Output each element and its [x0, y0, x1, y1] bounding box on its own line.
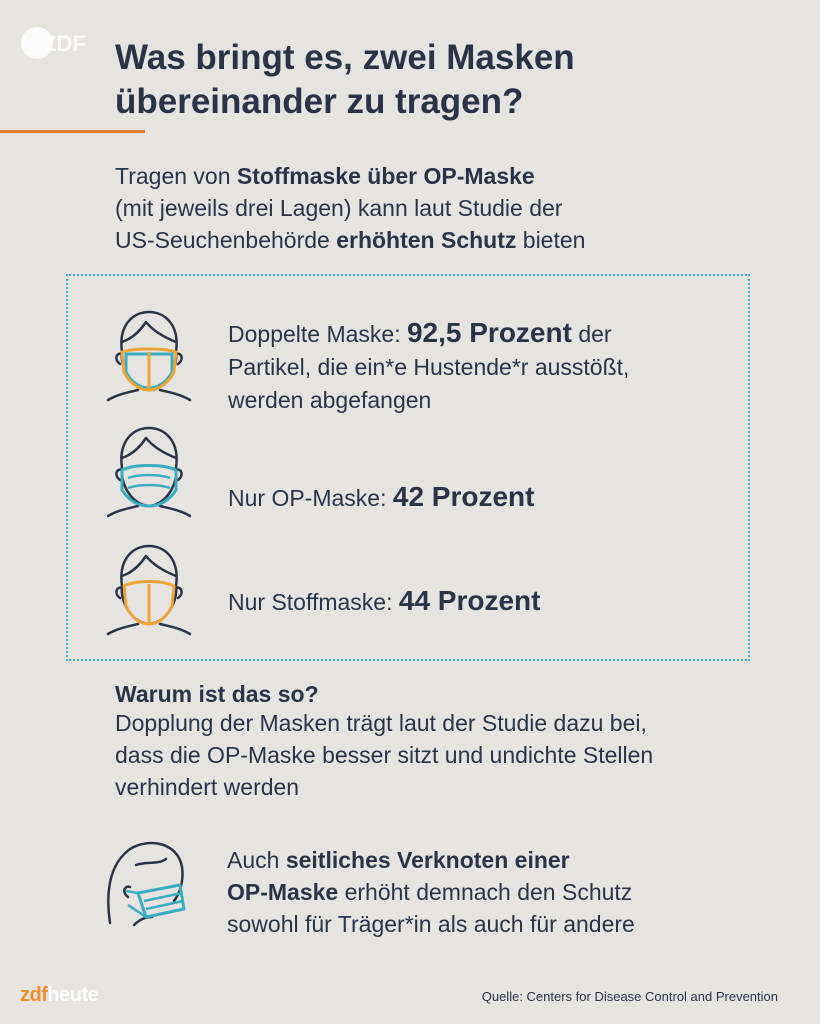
why-line-2: dass die OP-Maske besser sitzt und undichte Stellen: [115, 742, 654, 768]
cloth-mask-text: [228, 584, 540, 619]
cloth-mask-face-icon: [104, 538, 194, 638]
accent-divider: [0, 130, 145, 133]
knot-line-2: OP-Maske erhöht demnach den Schutz: [227, 879, 633, 905]
surgical-mask-value: 42 Prozent: [392, 481, 535, 512]
title-line-1: Was bringt es, zwei Masken: [115, 38, 575, 77]
why-line-3: verhindert werden: [115, 774, 300, 800]
why-line-1: Dopplung der Masken trägt laut der Studie dazu bei,: [115, 710, 647, 736]
intro-line-1: Tragen von Stoffmaske über OP-Maske: [115, 163, 535, 189]
intro-line-2: (mit jeweils drei Lagen) kann laut Studie der: [115, 195, 563, 221]
knot-text: [227, 844, 635, 940]
double-mask-face-icon: [104, 304, 194, 404]
double-mask-text: [228, 316, 629, 417]
zdfheute-logo: [20, 984, 98, 1007]
brand-heute: heute: [47, 984, 99, 1006]
surgical-mask-text: [228, 480, 534, 515]
surgical-mask-face-icon: [104, 420, 194, 520]
zdf-logo-text: ZDF: [43, 31, 86, 56]
knot-line-3: sowohl für Träger*in als auch für andere: [227, 911, 635, 937]
double-mask-line-2: Partikel, die ein*e Hustende*r ausstößt,: [228, 354, 630, 380]
cloth-mask-line: Nur Stoffmaske: 44 Prozent: [228, 585, 541, 616]
side-knot-mask-icon: [100, 835, 195, 930]
page-title: [115, 36, 755, 124]
stats-box: [66, 274, 750, 661]
double-mask-line-3: werden abgefangen: [228, 387, 432, 413]
zdf-logo: [20, 26, 90, 60]
knot-line-1: Auch seitliches Verknoten einer: [227, 847, 570, 873]
surgical-mask-line: Nur OP-Maske: 42 Prozent: [228, 481, 535, 512]
why-heading: Warum ist das so?: [115, 681, 319, 707]
title-line-2: übereinander zu tragen?: [115, 82, 524, 121]
brand-zdf: zdf: [20, 984, 48, 1006]
why-body: [115, 707, 795, 803]
cloth-mask-value: 44 Prozent: [398, 585, 541, 616]
source-credit: Quelle: Centers for Disease Control and Prevention: [481, 989, 778, 1004]
double-mask-value: 92,5 Prozent: [406, 317, 572, 348]
double-mask-line-1: Doppelte Maske: 92,5 Prozent der: [228, 317, 612, 348]
intro-text: [115, 160, 755, 256]
intro-line-3: US-Seuchenbehörde erhöhten Schutz bieten: [115, 227, 586, 253]
